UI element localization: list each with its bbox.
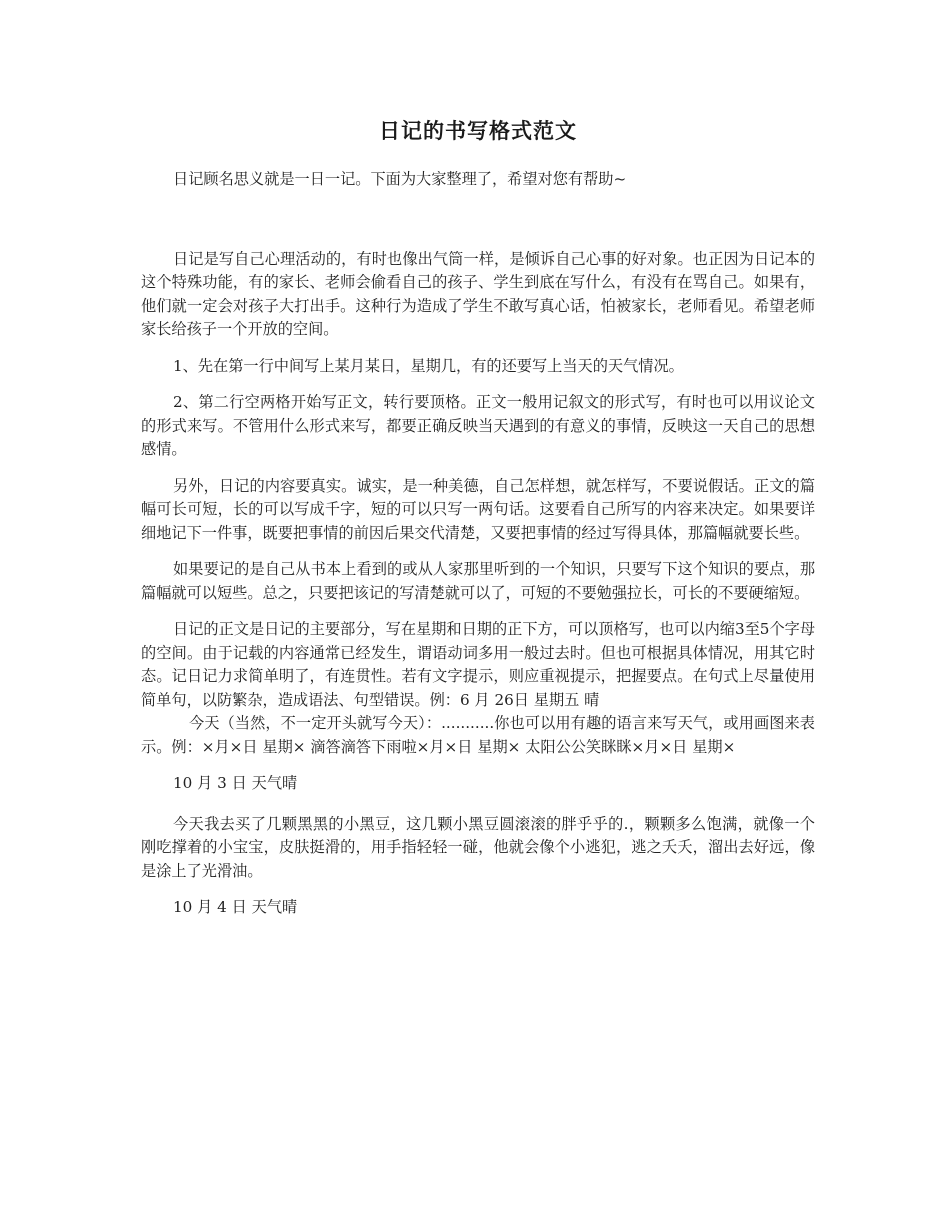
document-title: 日记的书写格式范文 bbox=[379, 118, 577, 143]
body-paragraph: 日记是写自己心理活动的，有时也像出气筒一样，是倾诉自己心事的好对象。也正因为日记本的这个特殊功能，有的家长、老师会偷看自己的孩子、学生到底在写什么，有没有在骂自己。如果有，他们就一定会对孩子大打出手。这种行为造成了学生不敢写真心话，怕被家长，老师看见。希望老师家长给孩子一个开放的空间。 bbox=[141, 249, 815, 338]
body-paragraph: 如果要记的是自己从书本上看到的或从人家那里听到的一个知识，只要写下这个知识的要点，那篇幅就可以短些。总之，只要把该记的写清楚就可以了，可短的不要勉强拉长，可长的不要硬缩短。 bbox=[141, 560, 815, 602]
body-paragraph: 日记的正文是日记的主要部分，写在星期和日期的正下方，可以顶格写，也可以内缩3至5个字母的空间。由于记载的内容通常已经发生，谓语动词多用一般过去时。但也可根据具体情况，用其它时态。记日记力求简单明了，有连贯性。若有文字提示，则应重视提示，把握要点。在句式上尽量使用简单句，以防繁杂，造成语法、句型错误。例：6 月 26日 星期五 晴 bbox=[141, 620, 816, 709]
diary-date-heading: 10 月 4 日 天气晴 bbox=[173, 898, 298, 916]
body-paragraph: 另外，日记的内容要真实。诚实，是一种美德，自己怎样想，就怎样写，不要说假话。正文的篇幅可长可短，长的可以写成千字，短的可以只写一两句话。这要看自己所写的内容来决定。如果要详细地记下一件事，既要把事情的前因后果交代清楚，又要把事情的经过写得具体，那篇幅就要长些。 bbox=[141, 476, 815, 542]
diary-date-heading: 10 月 3 日 天气晴 bbox=[173, 774, 298, 792]
step-one-paragraph: 1、先在第一行中间写上某月某日，星期几，有的还要写上当天的天气情况。 bbox=[173, 356, 684, 375]
step-two-paragraph: 2、第二行空两格开始写正文，转行要顶格。正文一般用记叙文的形式写，有时也可以用议论文的形式来写。不管用什么形式来写，都要正确反映当天遇到的有意义的事情，反映这一天自己的思想感情。 bbox=[141, 393, 815, 458]
intro-paragraph: 日记顾名思义就是一日一记。下面为大家整理了，希望对您有帮助~ bbox=[173, 170, 627, 188]
diary-entry-paragraph: 今天我去买了几颗黑黑的小黑豆，这几颗小黑豆圆滚滚的胖乎乎的.，颗颗多么饱满，就像一个刚吃撑着的小宝宝，皮肤挺滑的，用手指轻轻一碰，他就会像个小逃犯，逃之夭夭，溜出去好远，像是涂上了光滑油。 bbox=[141, 814, 815, 880]
example-paragraph: 今天（当然，不一定开头就写今天）：...........你也可以用有趣的语言来写天气，或用画图来表示。例：×月×日 星期× 滴答滴答下雨啦×月×日 星期× 太阳公公笑眯眯×月×日 星期× bbox=[141, 714, 815, 756]
